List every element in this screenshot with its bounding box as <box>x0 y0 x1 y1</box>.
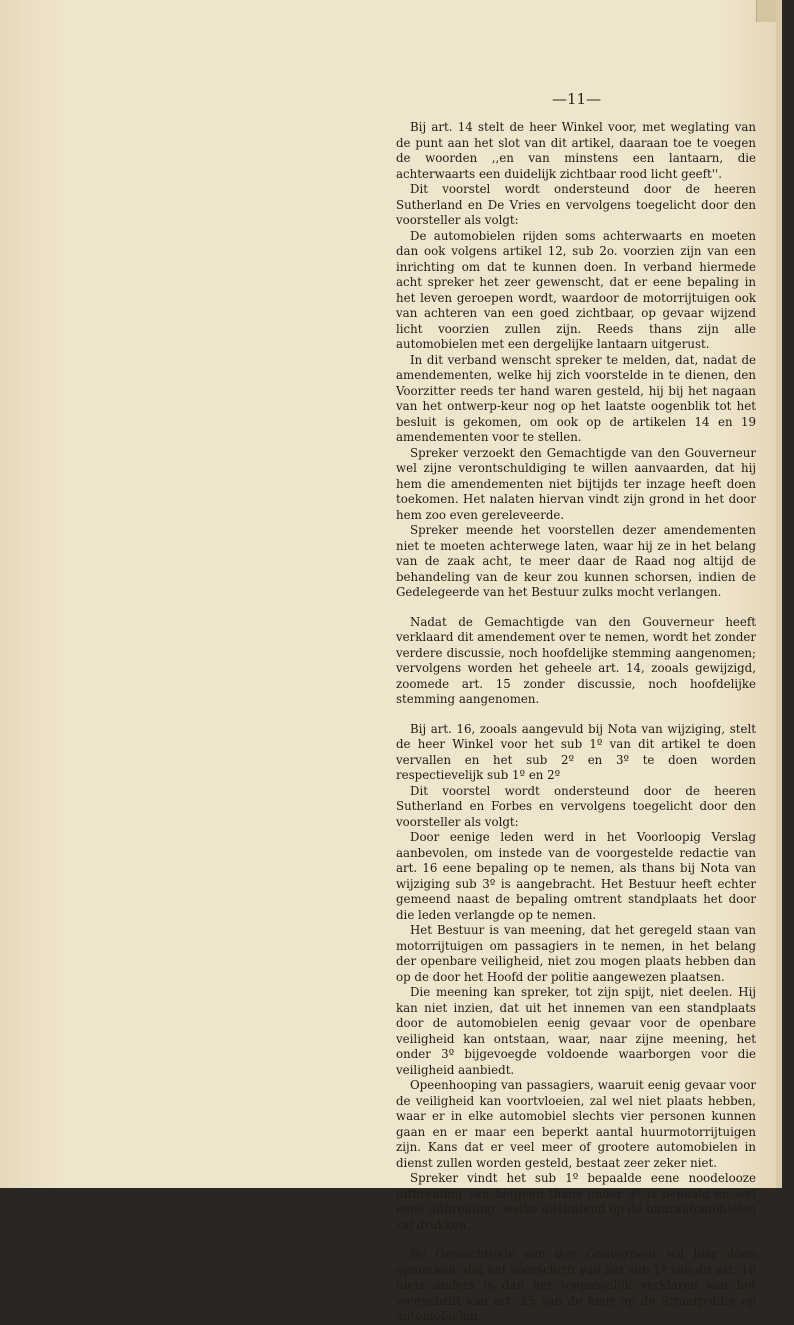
paragraph: Spreker vindt het sub 1º bepaalde eene noodelooze uitbreiding van hetgeen thans onder 3º is bepaald en wel eene uitbreiding, welke uitsluitend op de huurautomobielen zal drukken. <box>396 1171 756 1232</box>
paragraph-last <box>396 1247 756 1325</box>
text-column <box>396 120 756 1325</box>
paragraph: Nadat de Gemachtigde van den Gouverneur heeft verklaard dit amendement over te nemen, wordt het zonder verdere discussie, noch hoofdelijke stemming aangenomen; vervolgens worden het geheele art. 14, zooals gewijzigd, zoomede art. 15 zonder discussie, noch hoofdelijke stemming aangenomen. <box>396 614 756 706</box>
speaker-name: De Gemachtigde van den Gouverneur <box>410 1247 658 1261</box>
paragraph: Die meening kan spreker, tot zijn spijt, niet deelen. Hij kan niet inzien, dat uit het innemen van een standplaats door de automobielen eenig gevaar voor de openbare veiligheid kan ontstaan, waar, naar zijne meening, het onder 3º bijgevoegde voldoende waarborgen voor die veiligheid aanbiedt. <box>396 985 756 1077</box>
paragraph: Opeenhooping van passagiers, waaruit eenig gevaar voor de veiligheid kan voortvloeien, zal wel niet plaats hebben, waar er in elke automobiel slechts vier personen kunnen gaan en er maar een beperkt aantal huurmotorrijtuigen zijn. Kans dat er veel meer of grootere automobielen in dienst zullen worden gesteld, bestaat zeer zeker niet. <box>396 1078 756 1170</box>
paragraph: Het Bestuur is van meening, dat het geregeld staan van motorrijtuigen om passagiers in te nemen, in het belang der openbare veiligheid, niet zou mogen plaats hebben dan op de door het Hoofd der politie aangewezen plaatsen. <box>396 923 756 984</box>
paragraph: De automobielen rijden soms achterwaarts en moeten dan ook volgens artikel 12, sub 2o. voorzien zijn van een inrichting om dat te kunnen doen. In verband hiermede acht spreker het zeer gewenscht, dat er eene bepaling in het leven geroepen wordt, waardoor de motorrijtuigen ook van achteren van een goed zichtbaar, op gevaar wijzend licht voorzien zullen zijn. Reeds thans zijn alle automobielen met een dergelijke lantaarn uitgerust. <box>396 228 756 351</box>
paragraph: Spreker verzoekt den Gemachtigde van den Gouverneur wel zijne verontschuldiging te willen aanvaarden, dat hij hem die amendementen niet bijtijds ter inzage heeft doen toekomen. Het nalaten hiervan vindt zijn grond in het door hem zoo even gereleveerde. <box>396 445 756 522</box>
paragraph: Dit voorstel wordt ondersteund door de heeren Sutherland en De Vries en vervolgens toegelicht door den voorsteller als volgt: <box>396 182 756 227</box>
paragraph: Bij art. 16, zooals aangevuld bij Nota van wijziging, stelt de heer Winkel voor het sub 1º van dit artikel te doen vervallen en het sub 2º en 3º te doen worden respectievelijk sub 1º en 2º <box>396 721 756 782</box>
paragraph: Bij art. 14 stelt de heer Winkel voor, met weglating van de punt aan het slot van dit artikel, daaraan toe te voegen de woorden ,,en van minstens een lantaarn, die achterwaarts een duidelijk zichtbaar rood licht geeft''. <box>396 120 756 181</box>
paragraph: Dit voorstel wordt ondersteund door de heeren Sutherland en Forbes en vervolgens toegelicht door den voorsteller als volgt: <box>396 783 756 829</box>
page-corner-fold <box>756 0 777 22</box>
page-edge <box>776 0 782 1188</box>
paragraph: Spreker meende het voorstellen dezer amendementen niet te moeten achterwege laten, waar hij ze in het belang van de zaak acht, te meer daar de Raad nog altijd de behandeling van de keur zou kunnen schorsen, indien de Gedelegeerde van het Bestuur zulks mocht verlangen. <box>396 523 756 599</box>
paragraph: Door eenige leden werd in het Voorloopig Verslag aanbevolen, om instede van de voorgestelde redactie van art. 16 eene bepaling op te nemen, als thans bij Nota van wijziging sub 3º is aangebracht. Het Bestuur heeft echter gemeend naast de bepaling omtrent standplaats het door die leden verlangde op te nemen. <box>396 830 756 922</box>
page-number: —11— <box>552 90 602 108</box>
paragraph: In dit verband wenscht spreker te melden, dat, nadat de amendementen, welke hij zich voorstelde in te dienen, den Voorzitter reeds ter hand waren gesteld, hij bij het nagaan van het ontwerp-keur nog op het laatste oogenblik tot het besluit is gekomen, om ook op de artikelen 14 en 19 amendementen voor te stellen. <box>396 352 756 444</box>
paragraph-text: wil hier doen opmerken, dat het voorschrift van het sub 1º van dit art. 16 niets anders is dan het toepasselijk verklaren van het voorschrift van art. 25 van de keur op de Straatpolitie op automobielen <box>396 1247 756 1323</box>
